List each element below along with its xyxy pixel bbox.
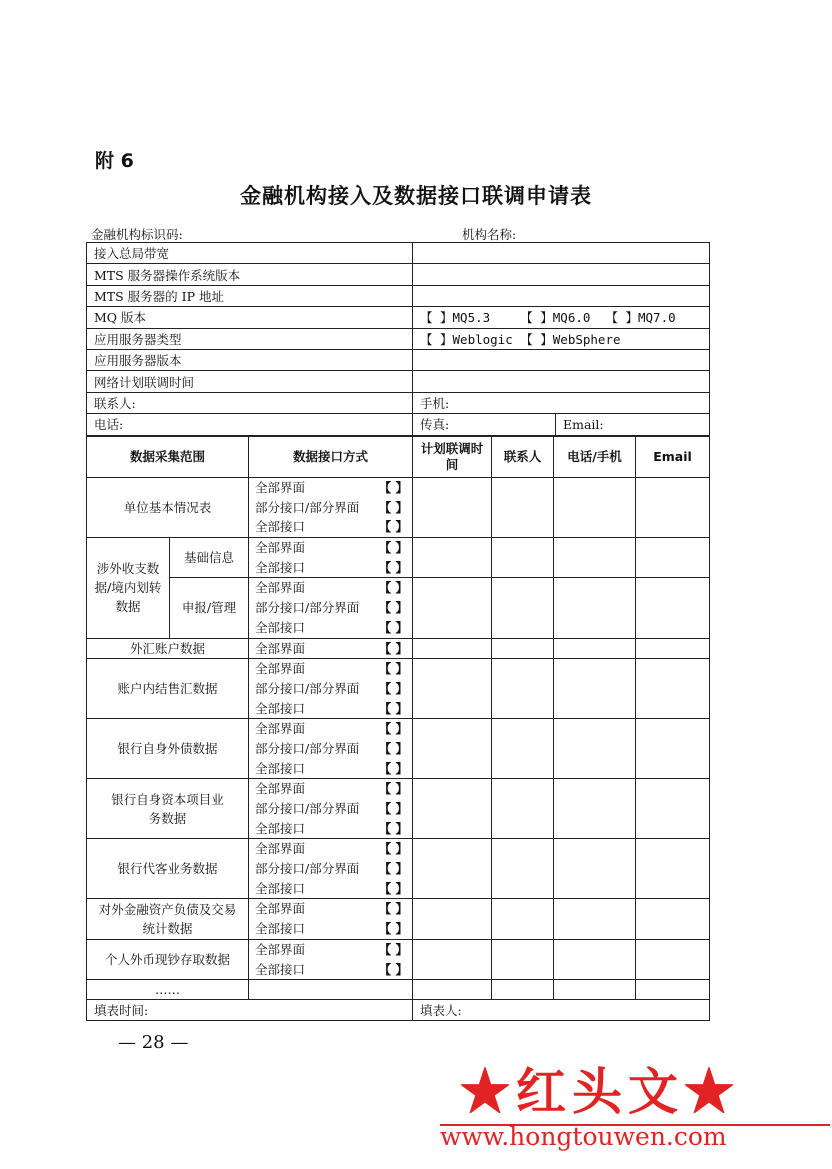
appendix-label: 附 6 (95, 150, 134, 172)
interface-table (86, 436, 710, 1021)
scope-bank-capital: 银行自身资本项目业务数据 (87, 779, 249, 839)
phone-cell[interactable] (554, 578, 636, 638)
table-row (87, 478, 710, 538)
scope-external-assets: 对外金融资产负债及交易统计数据 (87, 899, 249, 939)
row-label: MTS 服务器的 IP 地址 (87, 285, 413, 306)
method-cell (249, 899, 413, 939)
table-row (87, 839, 710, 899)
option-all-if[interactable]: 全部接口 【 】 (249, 879, 412, 899)
checkbox[interactable]: 【 】 (378, 559, 409, 575)
app-server-type-options[interactable]: 【 】Weblogic 【 】WebSphere (413, 328, 710, 349)
plan-time-cell[interactable] (413, 538, 492, 578)
col-header-scope: 数据采集范围 (87, 437, 249, 478)
table-row (87, 285, 710, 306)
col-header-phone: 电话/手机 (554, 437, 636, 478)
plan-time-cell[interactable] (413, 980, 492, 1000)
col-header-plan-time: 计划联调时间 (413, 437, 492, 478)
scope-personal-cash: 个人外币现钞存取数据 (87, 939, 249, 979)
footer-row (87, 1000, 710, 1021)
method-cell (249, 939, 413, 979)
email-cell[interactable] (636, 538, 710, 578)
method-cell (249, 578, 413, 638)
row-label: 应用服务器类型 (87, 328, 413, 349)
plan-time-cell[interactable] (413, 578, 492, 638)
phone-cell[interactable] (554, 719, 636, 779)
checkbox[interactable]: 【 】 (378, 540, 409, 556)
plan-time-cell[interactable] (413, 839, 492, 899)
table-row (87, 371, 710, 392)
table-row (87, 538, 710, 578)
option-all-ui[interactable]: 全部界面 【 】 (249, 719, 412, 739)
institution-code-label: 金融机构标识码: (91, 227, 183, 242)
email-cell[interactable] (636, 478, 710, 538)
row-label: 应用服务器版本 (87, 349, 413, 370)
table-row (87, 638, 710, 659)
page-number: — 28 — (118, 1032, 189, 1053)
checkbox[interactable]: 【 】 (378, 619, 409, 635)
option-all-if[interactable]: 全部接口 【 】 (249, 759, 412, 779)
contact-cell[interactable] (492, 538, 554, 578)
plan-time-cell[interactable] (413, 659, 492, 719)
basic-info-table (86, 242, 710, 436)
option-all-ui[interactable]: 全部界面 【 】 (249, 940, 412, 960)
checkbox[interactable]: 【 】 (378, 820, 409, 836)
contact-cell[interactable] (492, 779, 554, 839)
row-value[interactable] (413, 264, 710, 285)
table-row (87, 980, 710, 1000)
scope-fx-account: 外汇账户数据 (87, 638, 249, 659)
option-all-ui[interactable]: 全部界面 【 】 (249, 639, 412, 659)
contact-cell[interactable] (492, 659, 554, 719)
scope-in-account-fx: 账户内结售汇数据 (87, 659, 249, 719)
table-row (87, 307, 710, 328)
method-cell (249, 839, 413, 899)
plan-time-cell[interactable] (413, 638, 492, 659)
method-cell (249, 478, 413, 538)
row-label: MQ 版本 (87, 307, 413, 328)
contact-cell[interactable] (492, 980, 554, 1000)
row-label: 接入总局带宽 (87, 243, 413, 264)
checkbox[interactable]: 【 】 (378, 801, 409, 816)
method-cell (249, 719, 413, 779)
phone-cell[interactable] (554, 839, 636, 899)
table-row (87, 659, 710, 719)
scope-basic-info: 基础信息 (170, 538, 249, 578)
option-partial[interactable]: 部分接口/部分界面 【 】 (249, 498, 412, 518)
contact-cell[interactable] (492, 839, 554, 899)
scope-unit-basic: 单位基本情况表 (87, 478, 249, 538)
phone-cell[interactable] (554, 980, 636, 1000)
checkbox[interactable]: 【 】 (378, 661, 409, 677)
col-header-contact: 联系人 (492, 437, 554, 478)
watermark-url: www.hongtouwen.com (440, 1122, 727, 1151)
option-partial[interactable]: 部分接口/部分界面 【 】 (249, 598, 412, 618)
fill-time-label: 填表时间: (87, 1000, 413, 1021)
checkbox[interactable]: 【 】 (378, 640, 409, 656)
scope-agency-business: 银行代客业务数据 (87, 839, 249, 899)
option-all-if[interactable]: 全部接口 【 】 (249, 517, 412, 537)
fax-label: 传真: (413, 414, 556, 435)
option-all-if[interactable]: 全部接口 【 】 (249, 919, 412, 939)
option-all-ui[interactable]: 全部界面 【 】 (249, 538, 412, 558)
form-title: 金融机构接入及数据接口联调申请表 (240, 183, 592, 208)
email-cell[interactable] (636, 659, 710, 719)
option-all-if[interactable]: 全部接口 【 】 (249, 618, 412, 638)
option-all-ui[interactable]: 全部界面 【 】 (249, 899, 412, 919)
checkbox[interactable]: 【 】 (378, 941, 409, 957)
email-cell[interactable] (636, 939, 710, 979)
row-value[interactable] (413, 285, 710, 306)
mq-version-options[interactable]: 【 】MQ5.3 【 】MQ6.0 【 】MQ7.0 (413, 307, 710, 328)
method-cell (249, 779, 413, 839)
email-cell[interactable] (636, 899, 710, 939)
option-all-ui[interactable]: 全部界面 【 】 (249, 478, 412, 498)
method-cell (249, 638, 413, 659)
institution-name-label: 机构名称: (462, 227, 517, 242)
email-cell[interactable] (636, 779, 710, 839)
checkbox[interactable]: 【 】 (378, 680, 409, 696)
checkbox[interactable]: 【 】 (378, 519, 409, 535)
checkbox[interactable]: 【 】 (378, 901, 409, 917)
option-partial[interactable]: 部分接口/部分界面 【 】 (249, 859, 412, 879)
contact-label: 联系人: (87, 392, 413, 413)
row-label: MTS 服务器操作系统版本 (87, 264, 413, 285)
plan-time-cell[interactable] (413, 478, 492, 538)
option-all-if[interactable]: 全部接口 【 】 (249, 819, 412, 839)
checkbox[interactable]: 【 】 (378, 740, 409, 756)
row-value[interactable] (413, 349, 710, 370)
contact-cell[interactable] (492, 719, 554, 779)
option-all-ui[interactable]: 全部界面 【 】 (249, 779, 412, 799)
email-cell[interactable] (636, 578, 710, 638)
checkbox[interactable]: 【 】 (378, 580, 409, 596)
col-header-email: Email (636, 437, 710, 478)
email-cell[interactable] (636, 980, 710, 1000)
checkbox[interactable]: 【 】 (378, 721, 409, 737)
phone-cell[interactable] (554, 899, 636, 939)
checkbox[interactable]: 【 】 (378, 600, 409, 616)
option-partial[interactable]: 部分接口/部分界面 【 】 (249, 739, 412, 759)
checkbox[interactable]: 【 】 (378, 781, 409, 797)
checkbox[interactable]: 【 】 (378, 841, 409, 857)
checkbox[interactable]: 【 】 (378, 700, 409, 716)
watermark-text: ★红头文★ (460, 1062, 740, 1121)
table-row (87, 899, 710, 939)
contact-cell[interactable] (492, 478, 554, 538)
col-header-method: 数据接口方式 (249, 437, 413, 478)
contact-cell[interactable] (492, 939, 554, 979)
method-cell (249, 538, 413, 578)
table-row (87, 328, 710, 349)
phone-cell[interactable] (554, 638, 636, 659)
mobile-label: 手机: (413, 392, 710, 413)
table-row (87, 719, 710, 779)
phone-cell[interactable] (554, 538, 636, 578)
checkbox[interactable]: 【 】 (378, 499, 409, 515)
checkbox[interactable]: 【 】 (378, 880, 409, 896)
checkbox[interactable]: 【 】 (378, 921, 409, 937)
email-cell[interactable] (636, 638, 710, 659)
plan-time-cell[interactable] (413, 719, 492, 779)
contact-cell[interactable] (492, 638, 554, 659)
option-partial[interactable]: 部分接口/部分界面 【 】 (249, 679, 412, 699)
option-all-ui[interactable]: 全部界面 【 】 (249, 839, 412, 859)
scope-declaration: 申报/管理 (170, 578, 249, 638)
filler-label: 填表人: (413, 1000, 710, 1021)
plan-time-cell[interactable] (413, 899, 492, 939)
row-value[interactable] (413, 371, 710, 392)
method-cell (249, 659, 413, 719)
option-all-ui[interactable]: 全部界面 【 】 (249, 578, 412, 598)
phone-cell[interactable] (554, 659, 636, 719)
method-cell[interactable] (249, 980, 413, 1000)
option-all-if[interactable]: 全部接口 【 】 (249, 558, 412, 578)
contact-cell[interactable] (492, 578, 554, 638)
phone-cell[interactable] (554, 478, 636, 538)
scope-foreign-receipts-group: 涉外收支数据/境内划转数据 (87, 538, 170, 638)
row-label: 网络计划联调时间 (87, 371, 413, 392)
table-row (87, 392, 710, 413)
table-row (87, 939, 710, 979)
table-row (87, 779, 710, 839)
header-row (87, 437, 710, 478)
email-cell[interactable] (636, 719, 710, 779)
table-row (87, 578, 710, 638)
option-partial[interactable]: 部分接口/部分界面 【 】 (249, 799, 412, 819)
table-row (87, 243, 710, 264)
table-row (87, 264, 710, 285)
option-all-ui[interactable]: 全部界面 【 】 (249, 659, 412, 679)
checkbox[interactable]: 【 】 (378, 861, 409, 877)
plan-time-cell[interactable] (413, 939, 492, 979)
row-value[interactable] (413, 243, 710, 264)
checkbox[interactable]: 【 】 (378, 760, 409, 776)
phone-label: 电话: (87, 414, 413, 435)
contact-cell[interactable] (492, 899, 554, 939)
plan-time-cell[interactable] (413, 779, 492, 839)
checkbox[interactable]: 【 】 (378, 480, 409, 495)
checkbox[interactable]: 【 】 (378, 961, 409, 977)
scope-bank-foreign-debt: 银行自身外债数据 (87, 719, 249, 779)
scope-more: …… (87, 980, 249, 1000)
phone-cell[interactable] (554, 939, 636, 979)
email-label: Email: (556, 414, 710, 435)
table-row (87, 349, 710, 370)
table-row (87, 414, 710, 435)
option-all-if[interactable]: 全部接口 【 】 (249, 960, 412, 980)
email-cell[interactable] (636, 839, 710, 899)
option-all-if[interactable]: 全部接口 【 】 (249, 699, 412, 719)
phone-cell[interactable] (554, 779, 636, 839)
